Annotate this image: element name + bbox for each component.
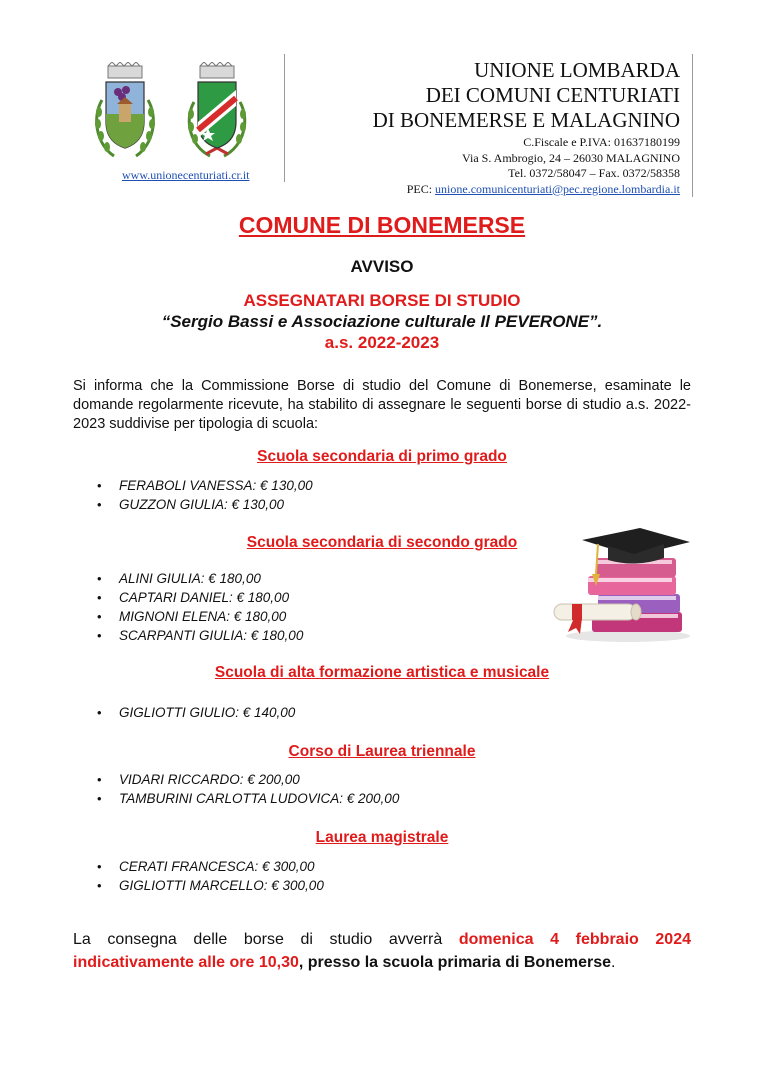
union-header-block bbox=[373, 58, 680, 197]
award-name: “Sergio Bassi e Associazione culturale Il PEVERONE”. bbox=[161, 312, 603, 331]
notice-subtitle bbox=[0, 290, 764, 353]
list-secondo-grado bbox=[97, 569, 303, 645]
closing-paragraph bbox=[73, 928, 691, 974]
avviso-heading: AVVISO bbox=[350, 257, 414, 276]
school-year: a.s. 2022-2023 bbox=[324, 333, 440, 352]
heading-scholarships: ASSEGNATARI BORSE DI STUDIO bbox=[243, 291, 521, 310]
union-name-line-1: UNIONE LOMBARDA bbox=[474, 58, 680, 82]
list-alta-formazione bbox=[97, 703, 295, 722]
closing-date-highlight: domenica 4 febbraio 2024 indicativamente alle ore 10,30 bbox=[73, 931, 691, 971]
closing-end: . bbox=[611, 954, 616, 971]
bonemerse-coat-of-arms-icon bbox=[90, 62, 160, 162]
fiscal-code: C.Fiscale e P.IVA: 01637180199 bbox=[523, 135, 680, 149]
list-item: • GUZZON GIULIA: € 130,00 bbox=[97, 495, 313, 514]
section-title-alta-formazione: Scuola di alta formazione artistica e musicale bbox=[214, 664, 550, 681]
list-laurea-triennale bbox=[97, 770, 399, 808]
list-item: • GIGLIOTTI GIULIO: € 140,00 bbox=[97, 703, 295, 722]
comune-title bbox=[0, 212, 764, 239]
website-link[interactable]: www.unionecenturiati.cr.it bbox=[122, 168, 250, 182]
list-item: • FERABOLI VANESSA: € 130,00 bbox=[97, 476, 313, 495]
union-name-line-2: DEI COMUNI CENTURIATI bbox=[425, 83, 680, 107]
closing-location: , presso la scuola primaria di Bonemerse bbox=[298, 954, 612, 971]
pec-line bbox=[373, 182, 680, 198]
closing-text: La consegna delle borse di studio avverrà bbox=[73, 931, 459, 948]
section-title-laurea-magistrale: Laurea magistrale bbox=[315, 829, 449, 846]
list-item: • CERATI FRANCESCA: € 300,00 bbox=[97, 857, 324, 876]
graduation-books-icon bbox=[548, 528, 694, 646]
list-item: • SCARPANTI GIULIA: € 180,00 bbox=[97, 626, 303, 645]
header-divider-left bbox=[284, 54, 285, 182]
malagnino-coat-of-arms-icon bbox=[182, 62, 252, 162]
list-laurea-magistrale bbox=[97, 857, 324, 895]
pec-label: PEC: bbox=[406, 181, 436, 196]
union-name-line-3: DI BONEMERSE E MALAGNINO bbox=[372, 108, 680, 132]
pec-email-link[interactable]: unione.comunicenturiati@pec.regione.lombardia.it bbox=[435, 181, 680, 196]
section-title-laurea-triennale: Corso di Laurea triennale bbox=[288, 743, 476, 760]
section-title-secondo-grado: Scuola secondaria di secondo grado bbox=[246, 534, 518, 551]
phone-fax: Tel. 0372/58047 – Fax. 0372/58358 bbox=[508, 166, 680, 180]
list-item: • MIGNONI ELENA: € 180,00 bbox=[97, 607, 303, 626]
address: Via S. Ambrogio, 24 – 26030 MALAGNINO bbox=[462, 150, 680, 165]
comune-title-text: COMUNE DI BONEMERSE bbox=[238, 212, 526, 238]
list-item: • VIDARI RICCARDO: € 200,00 bbox=[97, 770, 399, 789]
list-item: • TAMBURINI CARLOTTA LUDOVICA: € 200,00 bbox=[97, 789, 399, 808]
section-title-primo-grado: Scuola secondaria di primo grado bbox=[257, 448, 507, 465]
intro-paragraph: Si informa che la Commissione Borse di studio del Comune di Bonemerse, esaminate le domande regolarmente ricevute, ha stabilito di assegnare le seguenti borse di studio a.s. 2022-2023 suddivise per tipologia di scuola: bbox=[73, 378, 691, 432]
list-item: • CAPTARI DANIEL: € 180,00 bbox=[97, 588, 303, 607]
list-item: • ALINI GIULIA: € 180,00 bbox=[97, 569, 303, 588]
list-primo-grado bbox=[97, 476, 313, 514]
header-divider-right bbox=[692, 54, 693, 197]
list-item: • GIGLIOTTI MARCELLO: € 300,00 bbox=[97, 876, 324, 895]
